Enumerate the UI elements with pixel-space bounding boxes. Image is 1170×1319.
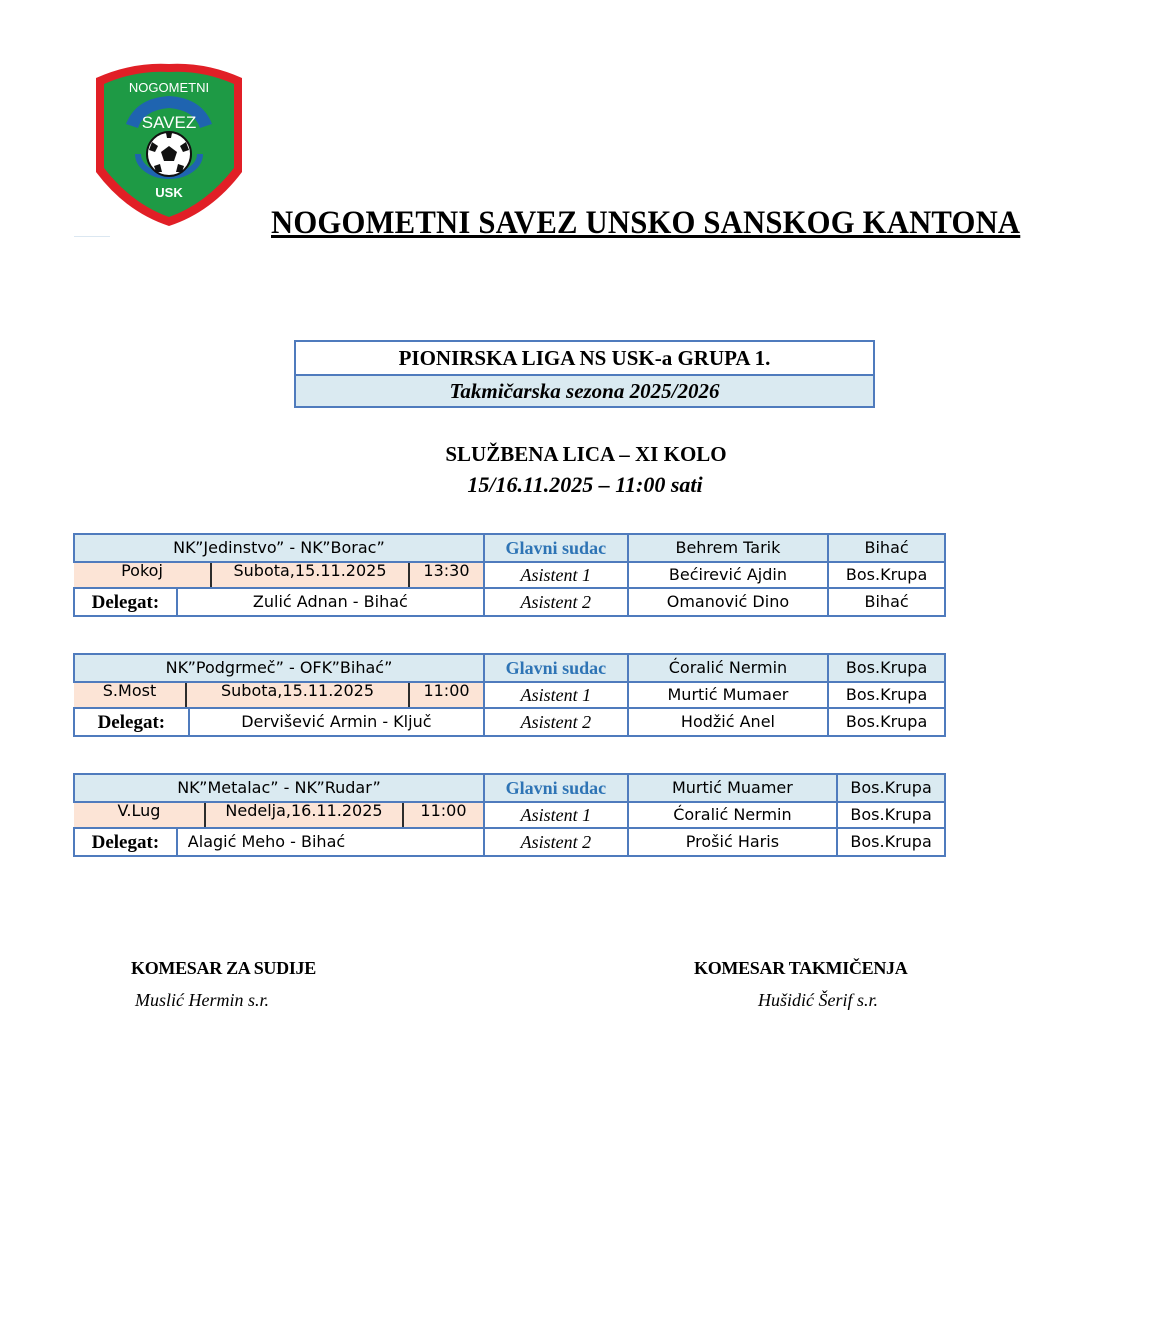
match-venue: Pokoj — [74, 563, 211, 587]
main-referee-label: Glavni sudac — [484, 774, 628, 802]
match-teams: NK”Metalac” - NK”Rudar” — [74, 774, 484, 802]
match-time: 13:30 — [409, 563, 483, 587]
delegate-name: Alagić Meho - Bihać — [177, 828, 484, 856]
match-date: Nedelja,16.11.2025 — [205, 803, 403, 827]
assistant1-city: Bos.Krupa — [837, 802, 945, 828]
assistant1-name: Murtić Mumaer — [628, 682, 828, 708]
match-date: Subota,15.11.2025 — [186, 683, 409, 707]
match-teams: NK”Podgrmeč” - OFK”Bihać” — [74, 654, 484, 682]
referee-city: Bos.Krupa — [828, 654, 945, 682]
league-season: Takmičarska sezona 2025/2026 — [295, 375, 874, 407]
round-datetime: 15/16.11.2025 – 11:00 sati — [467, 472, 703, 497]
assistant2-city: Bos.Krupa — [828, 708, 945, 736]
signature-left — [131, 958, 316, 1011]
assistant2-label: Asistent 2 — [484, 828, 628, 856]
assistant1-city: Bos.Krupa — [828, 562, 945, 588]
delegate-label: Delegat: — [74, 708, 189, 736]
competition-commissioner-title: KOMESAR TAKMIČENJA — [694, 958, 908, 978]
match-date: Subota,15.11.2025 — [211, 563, 409, 587]
referee-city: Bihać — [828, 534, 945, 562]
delegate-label: Delegat: — [74, 588, 177, 616]
assistant1-label: Asistent 1 — [484, 802, 628, 828]
logo-mid-text: SAVEZ — [141, 113, 197, 132]
referee-city: Bos.Krupa — [837, 774, 945, 802]
round-title: SLUŽBENA LICA – XI KOLO — [445, 442, 727, 466]
assistant1-name: Ćoralić Nermin — [628, 802, 837, 828]
logo-bottom-text: USK — [155, 185, 183, 200]
delegate-name: Zulić Adnan - Bihać — [177, 588, 484, 616]
signature-right — [694, 958, 907, 1011]
referee-name: Murtić Muamer — [628, 774, 837, 802]
assistant1-name: Bećirević Ajdin — [628, 562, 829, 588]
assistant1-label: Asistent 1 — [484, 682, 628, 708]
match-table — [73, 773, 946, 857]
referee-name: Ćoralić Nermin — [628, 654, 828, 682]
referee-commissioner-title: KOMESAR ZA SUDIJE — [131, 958, 316, 978]
assistant2-label: Asistent 2 — [484, 588, 628, 616]
assistant1-city: Bos.Krupa — [828, 682, 945, 708]
match-venue: S.Most — [74, 683, 186, 707]
assistant2-label: Asistent 2 — [484, 708, 628, 736]
assistant2-city: Bihać — [828, 588, 945, 616]
assistant2-name: Prošić Haris — [628, 828, 837, 856]
match-info — [74, 802, 484, 828]
referee-commissioner-name: Muslić Hermin s.r. — [135, 990, 269, 1010]
match-time: 11:00 — [403, 803, 483, 827]
delegate-name: Dervišević Armin - Ključ — [189, 708, 484, 736]
logo-top-text: NOGOMETNI — [128, 80, 210, 95]
assistant2-name: Hodžić Anel — [628, 708, 828, 736]
match-info — [74, 562, 484, 588]
referee-name: Behrem Tarik — [628, 534, 829, 562]
page-title: NOGOMETNI SAVEZ UNSKO SANSKOG KANTONA — [271, 205, 1021, 241]
delegate-label: Delegat: — [74, 828, 177, 856]
football-icon — [147, 132, 191, 176]
match-info — [74, 682, 484, 708]
assistant2-city: Bos.Krupa — [837, 828, 945, 856]
main-referee-label: Glavni sudac — [484, 654, 628, 682]
assistant1-label: Asistent 1 — [484, 562, 628, 588]
league-box — [294, 340, 875, 408]
league-name: PIONIRSKA LIGA NS USK-a GRUPA 1. — [295, 341, 874, 375]
competition-commissioner-name: Hušidić Šerif s.r. — [758, 990, 879, 1010]
logo-underline — [74, 236, 110, 237]
main-referee-label: Glavni sudac — [484, 534, 628, 562]
match-table — [73, 653, 946, 737]
match-table — [73, 533, 946, 617]
assistant2-name: Omanović Dino — [628, 588, 829, 616]
usk-football-association-logo — [92, 62, 246, 228]
match-teams: NK”Jedinstvo” - NK”Borac” — [74, 534, 484, 562]
match-time: 11:00 — [409, 683, 483, 707]
match-venue: V.Lug — [74, 803, 205, 827]
